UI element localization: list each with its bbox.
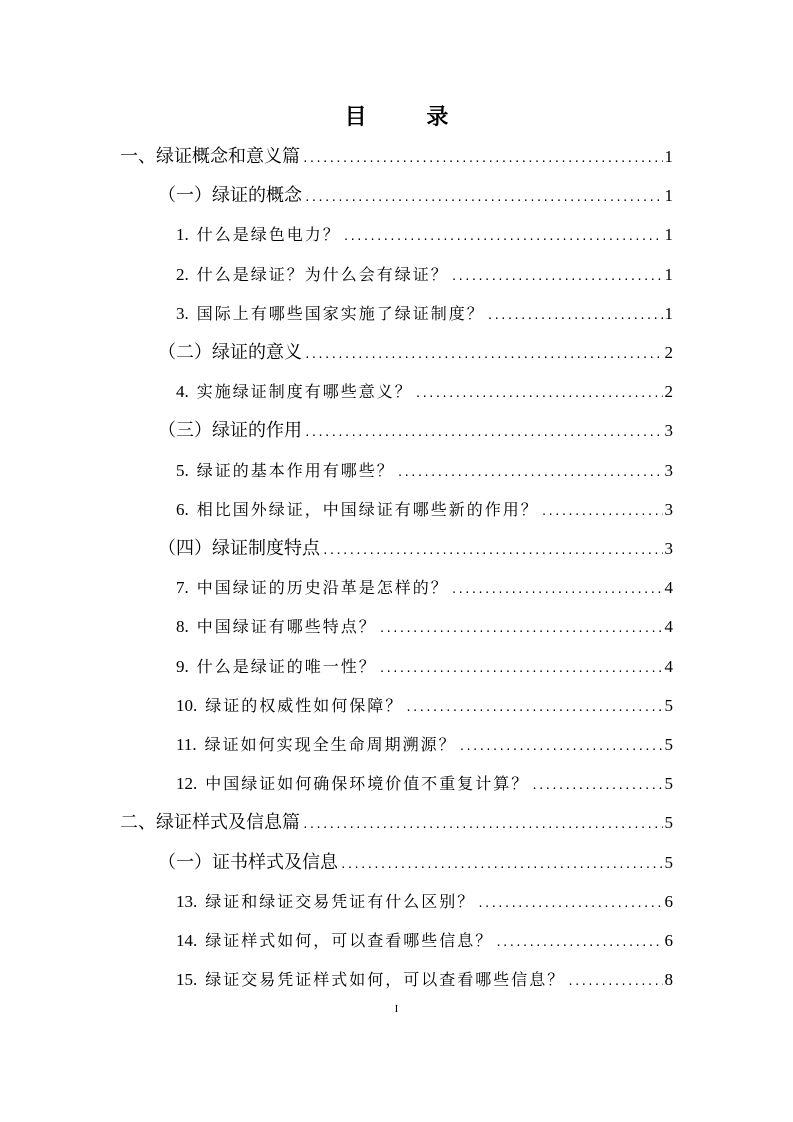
dot-leader	[302, 144, 663, 174]
toc-entry-page-number: 8	[664, 970, 673, 990]
toc-entry-label: 什么是绿证？为什么会有绿证？	[196, 264, 449, 284]
dot-leader	[379, 654, 663, 684]
toc-entry-page-number: 4	[664, 578, 673, 598]
toc-entry-title	[176, 220, 341, 250]
toc-entry-title	[176, 730, 457, 760]
toc-entry-page-number: 5	[664, 695, 673, 715]
toc-entry-number: 4.	[176, 382, 189, 402]
toc-entry-title	[120, 142, 300, 172]
toc-entry-page-number: 5	[664, 774, 673, 794]
toc-entry[interactable]	[158, 338, 673, 368]
dot-leader	[459, 732, 663, 762]
toc-entry-title	[176, 691, 403, 721]
dot-leader	[379, 614, 663, 644]
dot-leader	[487, 301, 663, 331]
toc-entry-title	[158, 848, 338, 878]
toc-entry[interactable]	[176, 887, 673, 917]
toc-entry-label: 绿证如何实现全生命周期溯源？	[204, 735, 457, 754]
toc-entry-label: 国际上有哪些国家实施了绿证制度？	[196, 303, 485, 323]
toc-entry-page-number: 1	[664, 303, 673, 323]
toc-entry-number: 6.	[176, 499, 189, 519]
toc-entry[interactable]	[176, 573, 673, 603]
toc-entry[interactable]	[120, 142, 673, 172]
toc-entry-title	[176, 456, 395, 486]
toc-entry-label: 绿证样式如何，可以查看哪些信息？	[205, 931, 494, 950]
dot-leader	[451, 575, 663, 605]
page-footer-number: I	[394, 1003, 399, 1015]
toc-entry-title	[176, 612, 377, 642]
dot-leader	[304, 418, 663, 448]
toc-entry-number: 11.	[176, 735, 197, 754]
toc-entry-page-number: 6	[664, 891, 673, 911]
toc-entry[interactable]	[176, 299, 673, 329]
toc-entry-title	[176, 495, 539, 525]
toc-entry-page-number: 1	[664, 264, 673, 284]
toc-entry-title	[176, 299, 485, 329]
toc-entry-label: 什么是绿证的唯一性？	[196, 656, 377, 676]
toc-entry-title	[176, 652, 377, 682]
toc-entry-label: 相比国外绿证，中国绿证有哪些新的作用？	[196, 499, 539, 519]
dot-leader	[322, 536, 663, 566]
toc-entry-label: （四）绿证制度特点	[158, 538, 320, 559]
toc-entry[interactable]	[176, 260, 673, 290]
toc-entry-label: 二、绿证样式及信息篇	[120, 812, 300, 834]
toc-entry[interactable]	[158, 534, 673, 564]
toc-entry-page-number: 5	[664, 852, 673, 872]
toc-entry-title	[158, 181, 302, 211]
dot-leader	[567, 967, 662, 997]
toc-entry-label: 绿证和绿证交易凭证有什么区别？	[205, 891, 476, 911]
toc-entry-label: 什么是绿色电力？	[196, 225, 341, 245]
toc-entry-page-number: 2	[664, 382, 673, 402]
toc-entry-label: 绿证交易凭证样式如何，可以查看哪些信息？	[205, 970, 566, 990]
toc-entry-title	[158, 338, 302, 368]
dot-leader	[495, 928, 662, 958]
toc-entry-number: 1.	[176, 225, 189, 245]
toc-entry[interactable]	[176, 769, 673, 799]
toc-entry-title	[158, 416, 302, 446]
toc-entry-label: 中国绿证如何确保环境价值不重复计算？	[205, 774, 530, 794]
toc-entry-label: 中国绿证的历史沿革是怎样的？	[196, 578, 449, 598]
toc-entry-title	[176, 260, 449, 290]
toc-entry-page-number: 5	[664, 735, 673, 754]
dot-leader	[302, 810, 663, 840]
toc-entry-label: 一、绿证概念和意义篇	[120, 146, 300, 167]
dot-leader	[451, 262, 663, 292]
toc-entry-title	[176, 965, 565, 995]
toc-entry-label: （三）绿证的作用	[158, 420, 302, 442]
toc-entry-number: 13.	[176, 891, 198, 911]
toc-entry[interactable]	[176, 612, 673, 642]
toc-entry-page-number: 3	[664, 499, 673, 519]
toc-entry-title	[120, 808, 300, 838]
toc-entry-label: 绿证的权威性如何保障？	[205, 695, 404, 715]
toc-entry-label: 中国绿证有哪些特点？	[196, 617, 377, 637]
toc-entry-number: 10.	[176, 695, 198, 715]
toc-entry-page-number: 3	[664, 421, 673, 441]
toc-entry-label: （一）证书样式及信息	[158, 851, 338, 873]
toc-entry-label: （二）绿证的意义	[158, 342, 302, 363]
toc-entry-page-number: 4	[664, 656, 673, 676]
toc-entry-page-number: 5	[664, 813, 673, 833]
dot-leader	[405, 693, 662, 723]
toc-entry[interactable]	[176, 691, 673, 721]
toc-entry-label: 绿证的基本作用有哪些？	[196, 460, 395, 480]
toc-entry-title	[176, 573, 449, 603]
toc-entry-page-number: 6	[664, 931, 673, 950]
toc-entry-page-number: 1	[664, 186, 673, 206]
dot-leader	[304, 340, 663, 370]
toc-entry[interactable]	[158, 848, 673, 878]
toc-entry-title	[176, 377, 413, 407]
toc-entry[interactable]	[176, 220, 673, 250]
toc-entry-page-number: 3	[664, 460, 673, 480]
toc-title: 目 录	[344, 105, 475, 130]
toc-entry-number: 9.	[176, 656, 189, 676]
dot-leader	[415, 379, 663, 409]
toc-entry-number: 15.	[176, 970, 198, 990]
toc-entry[interactable]	[158, 181, 673, 211]
toc-entry[interactable]	[158, 416, 673, 446]
toc-entry[interactable]	[176, 652, 673, 682]
toc-entry-number: 3.	[176, 303, 189, 323]
toc-entry-number: 5.	[176, 460, 189, 480]
toc-entry[interactable]	[176, 730, 673, 760]
toc-entry[interactable]	[176, 926, 673, 956]
toc-entry-page-number: 1	[664, 225, 673, 245]
toc-entry-title	[176, 926, 493, 956]
toc-entry-number: 2.	[176, 264, 189, 284]
toc-entry-title	[158, 534, 320, 564]
toc-entry-page-number: 2	[664, 343, 673, 362]
toc-entry[interactable]	[176, 456, 673, 486]
toc-entry-label: 实施绿证制度有哪些意义？	[196, 382, 413, 402]
dot-leader	[343, 222, 663, 252]
dot-leader	[340, 850, 663, 880]
toc-entry-page-number: 3	[664, 539, 673, 558]
toc-entry-page-number: 4	[664, 617, 673, 637]
toc-entry-number: 12.	[176, 774, 198, 794]
toc-entry-number: 8.	[176, 617, 189, 637]
dot-leader	[531, 771, 662, 801]
dot-leader	[304, 183, 663, 213]
toc-entry-number: 7.	[176, 578, 189, 598]
toc-entry-page-number: 1	[664, 147, 673, 166]
toc-entry[interactable]	[176, 965, 673, 995]
toc-entry-label: （一）绿证的概念	[158, 185, 302, 207]
dot-leader	[477, 889, 662, 919]
dot-leader	[541, 497, 663, 527]
dot-leader	[397, 458, 663, 488]
toc-entry[interactable]	[176, 377, 673, 407]
toc-entry[interactable]	[176, 495, 673, 525]
toc-entry[interactable]	[120, 808, 673, 838]
toc-entry-title	[176, 769, 529, 799]
toc-entry-number: 14.	[176, 931, 198, 950]
toc-entry-title	[176, 887, 475, 917]
